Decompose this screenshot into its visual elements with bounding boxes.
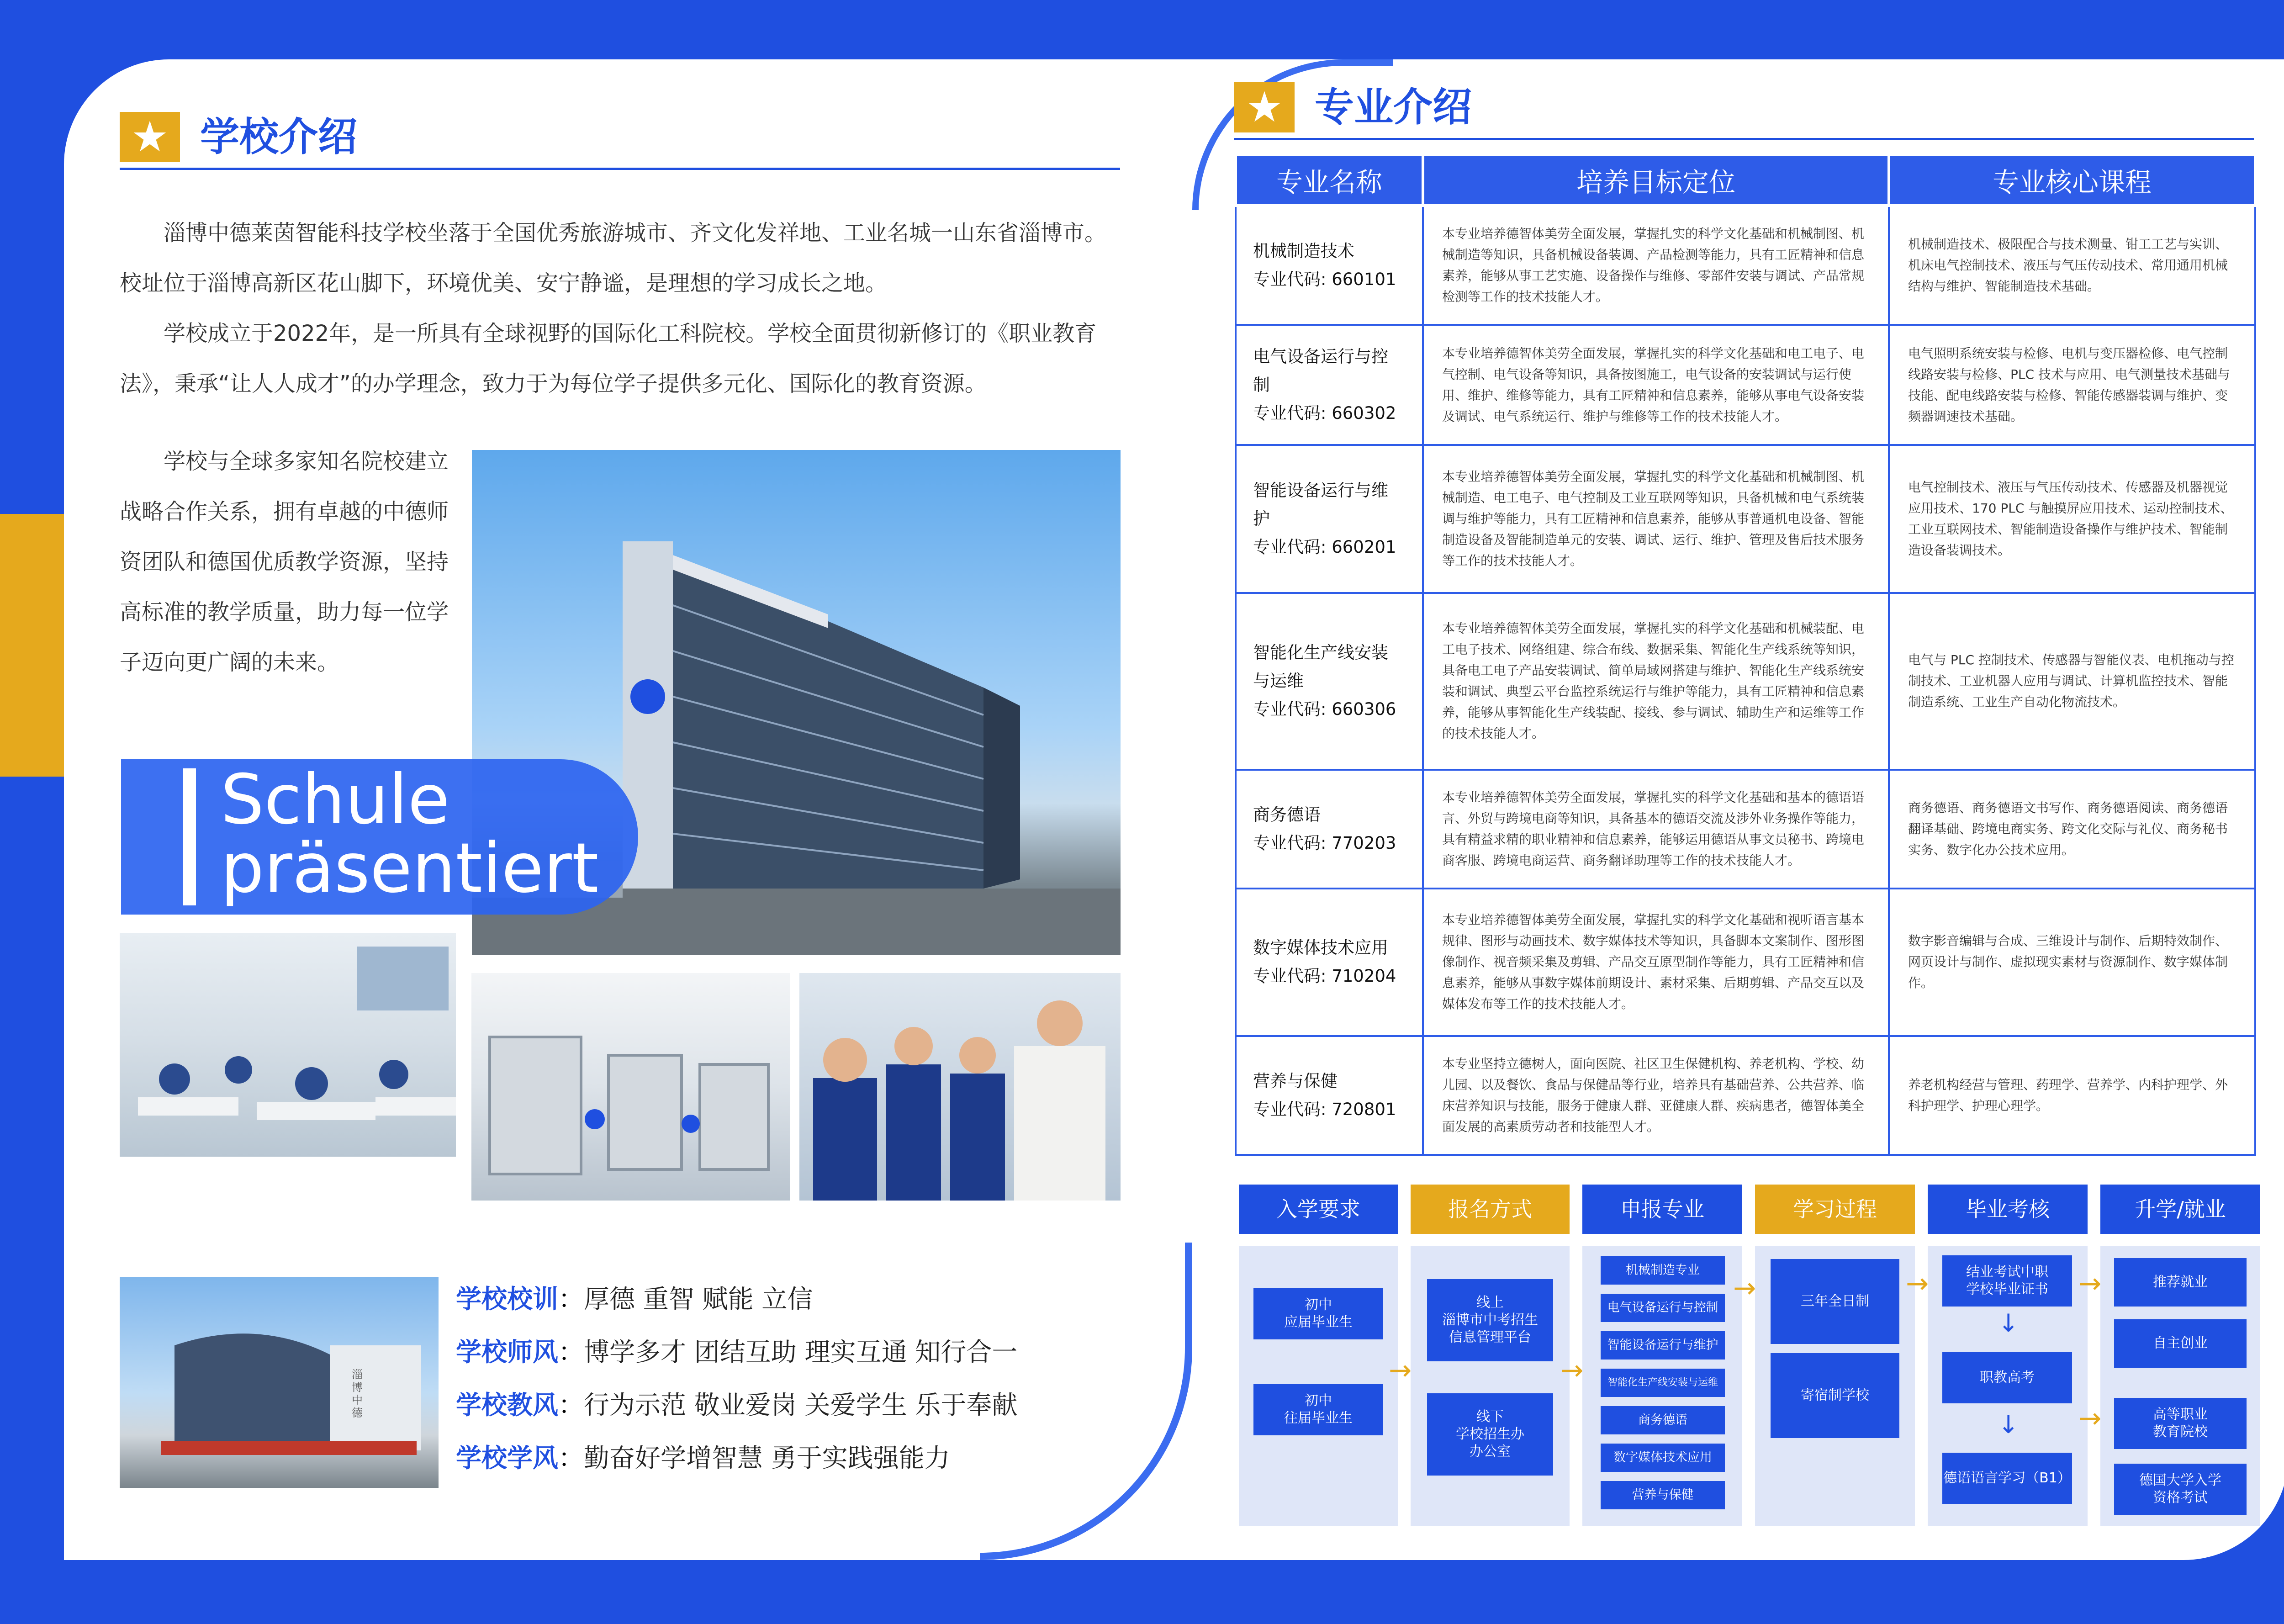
flow-box-exam-cert: [1942, 1255, 2072, 1307]
majors-heading: [1234, 82, 2254, 137]
motto-text: 勤奋好学增智慧 勇于实践强能力: [584, 1444, 950, 1473]
flow-box-text: 结业考试中职 学校毕业证书: [1966, 1264, 2048, 1297]
flow-box-outcome-job: 推荐就业: [2114, 1258, 2247, 1307]
table-row: [1236, 593, 2255, 770]
major-code: 专业代码: 710204: [1253, 966, 1396, 986]
motto-label: 学校教风: [456, 1391, 558, 1420]
school-para-3: 学校与全球多家知名院校建立战略合作关系，拥有卓越的中德师资团队和德国优质教学资源，坚持高标准的教学质量，助力每一位学子迈向更广阔的未来。: [120, 449, 449, 675]
flow-header-requirements: 入学要求: [1239, 1185, 1398, 1234]
teachers-illustration: [799, 973, 1121, 1201]
major-code: 专业代码: 660306: [1253, 699, 1396, 719]
arrow-right-icon: →: [1906, 1268, 1929, 1300]
major-name: 电气设备运行与控制: [1253, 346, 1388, 395]
motto-colon: ：: [558, 1391, 584, 1420]
major-code: 专业代码: 770203: [1253, 833, 1396, 853]
flow-box-req-1: [1253, 1288, 1383, 1339]
motto-colon: ：: [558, 1444, 584, 1473]
workshop-illustration: [471, 973, 790, 1201]
banner-bar: [183, 768, 196, 905]
flow-box-text: 线下 学校招生办 办公室: [1456, 1409, 1524, 1460]
teachers-photo: [799, 973, 1121, 1201]
flow-box-text: 德国大学入学 资格考试: [2139, 1472, 2221, 1506]
major-goal: 本专业培养德智体美劳全面发展，掌握扎实的科学文化基础和基本的德语语言、外贸与跨境电商等知识，具备基本的德语交流及涉外业务操作等能力，具有精益求精的职业精神和信息素养，能够运用德语从事文员秘书、跨境电商客服、跨境电商运营、商务翻译助理等工作的技术技能人才。: [1423, 770, 1889, 889]
majors-heading-rule: [1234, 138, 2254, 140]
major-name: 营养与保健: [1253, 1071, 1338, 1091]
table-row: [1236, 206, 2255, 325]
arrow-down-icon: ↓: [1998, 1309, 2019, 1338]
major-courses: 电气照明系统安装与检修、电机与变压器检修、电气控制线路安装与检修、PLC 技术与应用、电气测量技术基础与技能、配电线路安装与检修、智能传感器装调与维护、变频器调速技术基础。: [1889, 325, 2255, 445]
flow-box-text: 初中 应届毕业生: [1284, 1297, 1353, 1330]
motto-1: [456, 1277, 813, 1322]
major-cell: [1236, 206, 1423, 325]
major-cell: [1236, 770, 1423, 889]
majors-title: 专业介绍: [1315, 85, 1472, 130]
campus-photo: [120, 1277, 439, 1488]
banner-line-2: präsentiert: [221, 829, 599, 908]
arrow-right-icon: →: [2078, 1402, 2102, 1434]
motto-label: 学校师风: [456, 1338, 558, 1367]
flow-header-registration: 报名方式: [1411, 1185, 1570, 1234]
major-goal: 本专业培养德智体美劳全面发展，掌握扎实的科学文化基础和机械装配、电工电子技术、网络组建、综合布线、数据采集、智能化生产线系统等知识，具备电工电子产品安装调试、简单局域网搭建与维护、智能化生产线系统安装和调试、典型云平台监控系统运行与维护等能力，具有工匠精神和信息素养，能够从事智能化生产线装配、接线、参与调试、辅助生产和运维等工作的技术技能人才。: [1423, 593, 1889, 770]
school-heading-rule: [120, 168, 1120, 170]
flow-box-major-3: 智能设备运行与维护: [1601, 1331, 1725, 1360]
motto-label: 学校校训: [456, 1285, 558, 1314]
school-para-1: 淄博中德莱茵智能科技学校坐落于全国优秀旅游城市、齐文化发祥地、工业名城一山东省淄博市。校址位于淄博高新区花山脚下，环境优美、安宁静谧，是理想的学习成长之地。: [120, 220, 1107, 296]
flow-box-text: 高等职业 教育院校: [2153, 1407, 2208, 1440]
major-goal: 本专业坚持立德树人，面向医院、社区卫生保健机构、养老机构、学校、幼儿园、以及餐饮、食品与保健品等行业，培养具有基础营养、公共营养、临床营养知识与技能，服务于健康人群、亚健康人群、疾病患者，德智体美全面发展的高素质劳动者和技能型人才。: [1423, 1036, 1889, 1155]
table-row: [1236, 1036, 2255, 1155]
motto-colon: ：: [558, 1285, 584, 1314]
campus-illustration: [120, 1277, 439, 1488]
flow-box-major-6: 数字媒体技术应用: [1601, 1444, 1725, 1472]
flow-header-study: 学习过程: [1755, 1185, 1915, 1234]
major-name: 数字媒体技术应用: [1253, 938, 1388, 958]
school-title: 学校介绍: [200, 114, 357, 160]
motto-colon: ：: [558, 1338, 584, 1367]
flow-box-study-1: 三年全日制: [1771, 1259, 1899, 1344]
major-code: 专业代码: 720801: [1253, 1100, 1396, 1120]
major-code: 专业代码: 660101: [1253, 270, 1396, 290]
col-header-courses: 专业核心课程: [1889, 154, 2255, 206]
major-cell: [1236, 445, 1423, 593]
flow-header-exam: 毕业考核: [1928, 1185, 2088, 1234]
banner-line-1: Schule: [221, 760, 450, 840]
star-badge: [120, 112, 180, 162]
major-goal: 本专业培养德智体美劳全面发展，掌握扎实的科学文化基础和机械制图、机械制造等知识，具备机械设备装调、产品检测等能力，具有工匠精神和信息素养，能够从事工艺实施、设备操作与维修、零部件安装与调试、产品常规检测等工作的技术技能人才。: [1423, 206, 1889, 325]
col-header-goal: 培养目标定位: [1423, 154, 1889, 206]
school-intro: [120, 208, 1125, 409]
major-code: 专业代码: 660302: [1253, 403, 1396, 423]
motto-label: 学校学风: [456, 1444, 558, 1473]
school-para-3-block: [120, 436, 449, 688]
major-goal: 本专业培养德智体美劳全面发展，掌握扎实的科学文化基础和视听语言基本规律、图形与动画技术、数字媒体技术等知识，具备脚本文案制作、图形图像制作、视音频采集及剪辑、产品交互原型制作等能力，具有工匠精神和信息素养，能够从事数字媒体前期设计、素材采集、后期剪辑、产品交互以及媒体发布等工作的技术技能人才。: [1423, 889, 1889, 1037]
major-goal: 本专业培养德智体美劳全面发展，掌握扎实的科学文化基础和电工电子、电气控制、电气设备等知识，具备按图施工，电气设备的安装调试与运行使用、维护、维修等能力，具有工匠精神和信息素养，能够从事电气设备安装及调试、电气系统运行、维护与维修等工作的技术技能人才。: [1423, 325, 1889, 445]
motto-2: [456, 1330, 1017, 1375]
flow-box-exam-german: 德语语言学习（B1）: [1942, 1453, 2072, 1504]
arrow-down-icon: ↓: [1998, 1410, 2019, 1439]
motto-4: [456, 1436, 950, 1481]
flow-box-major-5: 商务德语: [1601, 1406, 1725, 1434]
flow-box-exam-gaokao: 职教高考: [1942, 1352, 2072, 1403]
major-name: 智能化生产线安装与运维: [1253, 643, 1388, 691]
col-header-name: 专业名称: [1236, 154, 1423, 206]
flow-box-major-7: 营养与保健: [1601, 1481, 1725, 1509]
arrow-right-icon: →: [1560, 1354, 1584, 1386]
flow-box-outcome-college: [2114, 1398, 2247, 1449]
flow-header-outcome: 升学/就业: [2100, 1185, 2260, 1234]
table-row: [1236, 325, 2255, 445]
arrow-right-icon: →: [2078, 1268, 2102, 1300]
classroom-photo: [120, 933, 456, 1157]
major-courses: 养老机构经营与管理、药理学、营养学、内科护理学、外科护理学、护理心理学。: [1889, 1036, 2255, 1155]
major-courses: 电气与 PLC 控制技术、传感器与智能仪表、电机拖动与控制技术、工业机器人应用与调试、计算机监控技术、智能制造系统、工业生产自动化物流技术。: [1889, 593, 2255, 770]
major-name: 智能设备运行与维护: [1253, 480, 1388, 529]
major-goal: 本专业培养德智体美劳全面发展，掌握扎实的科学文化基础和机械制图、机械制造、电工电子、电气控制及工业互联网等知识，具备机械和电气系统装调与维护等能力，具有工匠精神和信息素养，能够从事普通机电设备、智能制造设备及智能制造单元的安装、调试、运行、维护、管理及售后技术服务等工作的技术技能人才。: [1423, 445, 1889, 593]
star-icon: ★: [131, 112, 169, 161]
campus-sign: 淄博中德: [352, 1368, 363, 1419]
arrow-right-icon: →: [1733, 1272, 1756, 1304]
majors-table: [1234, 153, 2257, 1156]
major-courses: 数字影音编辑与合成、三维设计与制作、后期特效制作、网页设计与制作、虚拟现实素材与资源制作、数字媒体制作。: [1889, 889, 2255, 1037]
star-badge: [1234, 82, 1295, 132]
classroom-illustration: [120, 933, 456, 1157]
major-courses: 商务德语、商务德语文书写作、商务德语阅读、商务德语翻译基础、跨境电商实务、跨文化交际与礼仪、商务秘书实务、数字化办公技术应用。: [1889, 770, 2255, 889]
flow-box-study-2: 寄宿制学校: [1771, 1353, 1899, 1438]
flow-box-text: 初中 往届毕业生: [1284, 1393, 1353, 1426]
table-row: [1236, 889, 2255, 1037]
school-heading: [120, 112, 1120, 167]
major-cell: [1236, 593, 1423, 770]
flow-box-reg-offline: [1427, 1393, 1553, 1476]
major-cell: [1236, 889, 1423, 1037]
table-row: [1236, 770, 2255, 889]
schule-banner: [121, 759, 638, 915]
gold-stripe-left: [0, 514, 64, 777]
arrow-right-icon: →: [1389, 1354, 1412, 1386]
flow-box-major-1: 机械制造专业: [1601, 1256, 1725, 1285]
motto-3: [456, 1383, 1017, 1428]
star-icon: ★: [1245, 83, 1284, 132]
major-code: 专业代码: 660201: [1253, 537, 1396, 557]
workshop-photo: [471, 973, 790, 1201]
flow-header-major: 申报专业: [1582, 1185, 1742, 1234]
major-courses: 电气控制技术、液压与气压传动技术、传感器及机器视觉应用技术、170 PLC 与触摸屏应用技术、运动控制技术、工业互联网技术、智能制造设备操作与维护技术、智能制造设备装调技术。: [1889, 445, 2255, 593]
motto-text: 行为示范 敬业爱岗 关爱学生 乐于奉献: [584, 1391, 1018, 1420]
flow-box-reg-online: [1427, 1279, 1553, 1361]
flow-box-text: 线上 淄博市中考招生 信息管理平台: [1442, 1295, 1538, 1345]
table-row: [1236, 445, 2255, 593]
flow-box-major-4: 智能化生产线安装与运维: [1601, 1369, 1725, 1397]
flow-box-major-2: 电气设备运行与控制: [1601, 1294, 1725, 1322]
major-name: 商务德语: [1253, 804, 1321, 825]
major-name: 机械制造技术: [1253, 241, 1354, 261]
major-courses: 机械制造技术、极限配合与技术测量、钳工工艺与实训、机床电气控制技术、液压与气压传动技术、常用通用机械结构与维护、智能制造技术基础。: [1889, 206, 2255, 325]
flow-box-outcome-startup: 自主创业: [2114, 1319, 2247, 1368]
school-para-2: 学校成立于2022年，是一所具有全球视野的国际化工科院校。学校全面贯彻新修订的《职业教育法》，秉承“让人人成才”的办学理念，致力于为每位学子提供多元化、国际化的教育资源。: [120, 321, 1097, 397]
flow-box-req-2: [1253, 1384, 1383, 1435]
major-cell: [1236, 325, 1423, 445]
motto-text: 博学多才 团结互助 理实互通 知行合一: [584, 1338, 1018, 1367]
major-cell: [1236, 1036, 1423, 1155]
motto-text: 厚德 重智 赋能 立信: [584, 1285, 813, 1314]
flow-box-outcome-germany: [2114, 1464, 2247, 1515]
table-header-row: [1236, 154, 2255, 206]
